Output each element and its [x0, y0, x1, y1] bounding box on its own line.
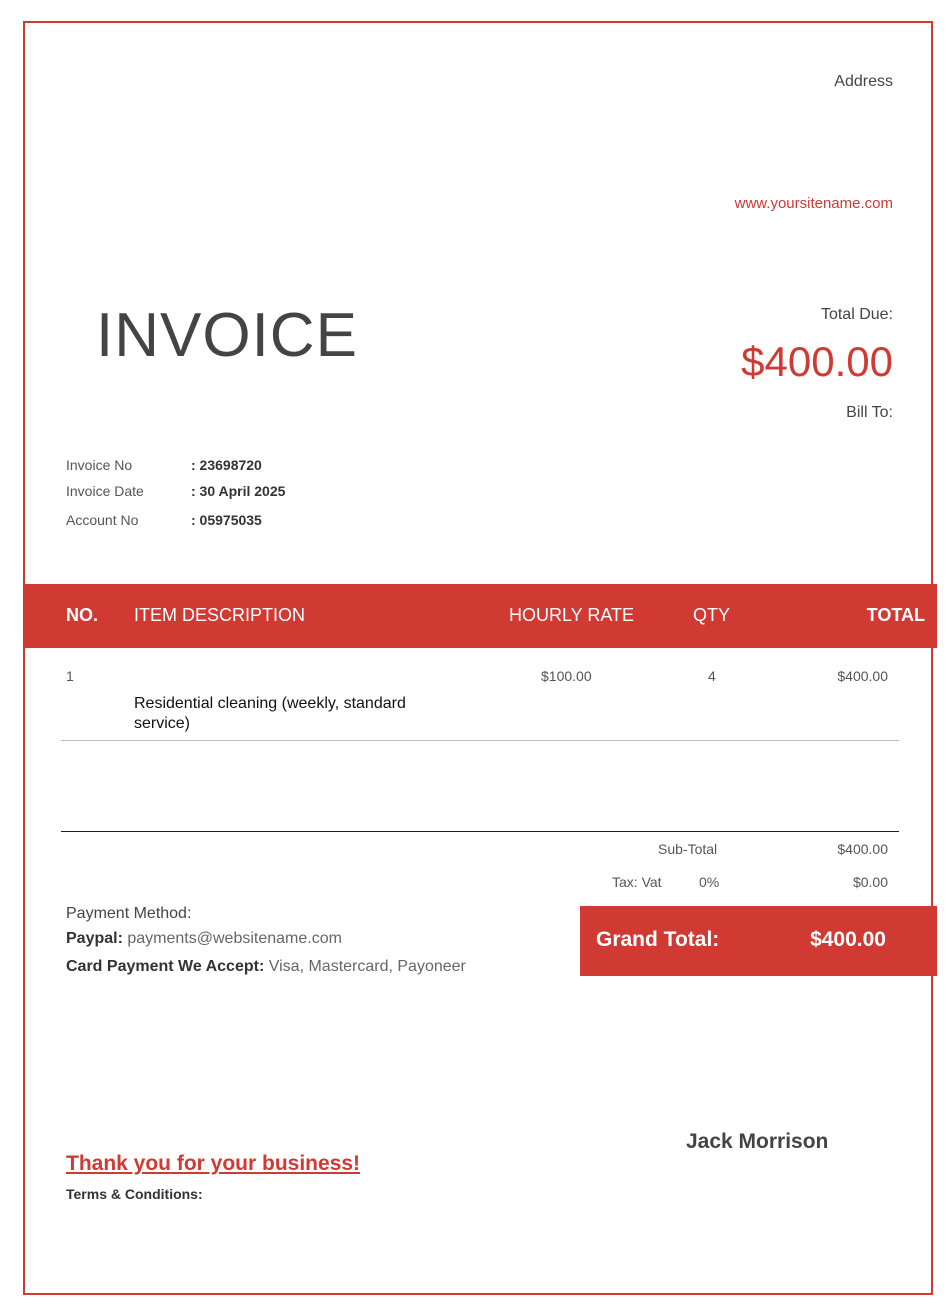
account-number-label: Account No [66, 512, 139, 528]
terms-and-conditions-label: Terms & Conditions: [66, 1186, 203, 1202]
row-number: 1 [66, 668, 74, 684]
bill-to-label: Bill To: [846, 404, 893, 421]
invoice-number-label: Invoice No [66, 457, 133, 473]
subtotal-label: Sub-Total [658, 841, 718, 857]
invoice-number-value: : 23698720 [191, 457, 262, 473]
column-header-hourly-rate: HOURLY RATE [509, 605, 635, 625]
invoice-number-row [66, 457, 466, 477]
tax-rate: 0% [699, 874, 720, 890]
subtotal-value: $400.00 [837, 841, 888, 857]
company-website-link[interactable]: www.yoursitename.com [734, 195, 893, 212]
row-total: $400.00 [837, 668, 888, 684]
invoice-date-row [66, 483, 466, 503]
grand-total-label: Grand Total: [596, 928, 720, 951]
row-qty: 4 [708, 668, 716, 684]
row-hourly-rate: $100.00 [541, 668, 592, 684]
items-table-header [25, 584, 937, 648]
invoice-date-value: : 30 April 2025 [191, 483, 286, 499]
invoice-date-label: Invoice Date [66, 483, 144, 499]
tax-label: Tax: Vat [612, 874, 662, 890]
row-divider [61, 740, 899, 741]
total-due-amount: $400.00 [741, 338, 893, 385]
table-end-divider [61, 831, 899, 832]
invoice-title: INVOICE [96, 301, 358, 370]
card-payment-label: Card Payment We Accept: [66, 958, 265, 975]
signature-name: Jack Morrison [686, 1130, 829, 1153]
column-header-no: NO. [66, 605, 99, 625]
paypal-label: Paypal: [66, 930, 123, 947]
page-border [23, 21, 933, 1295]
total-due-label: Total Due: [820, 306, 893, 323]
paypal-email: payments@websitename.com [127, 930, 342, 947]
column-header-total: TOTAL [866, 605, 925, 625]
tax-value: $0.00 [852, 874, 888, 890]
account-number-row [66, 512, 466, 532]
paypal-line [66, 930, 342, 948]
row-description: Residential cleaning (weekly, standard service) [134, 695, 406, 732]
grand-total-value: $400.00 [810, 928, 886, 951]
column-header-description: ITEM DESCRIPTION [134, 605, 306, 625]
company-address: Address [834, 73, 893, 90]
column-header-qty: QTY [693, 605, 731, 625]
card-payment-value: Visa, Mastercard, Payoneer [268, 958, 466, 975]
grand-total-box [580, 906, 937, 976]
account-number-value: : 05975035 [191, 512, 262, 528]
thank-you-message: Thank you for your business! [66, 1152, 361, 1175]
card-payment-line [66, 958, 466, 976]
payment-method-heading: Payment Method: [66, 905, 192, 922]
